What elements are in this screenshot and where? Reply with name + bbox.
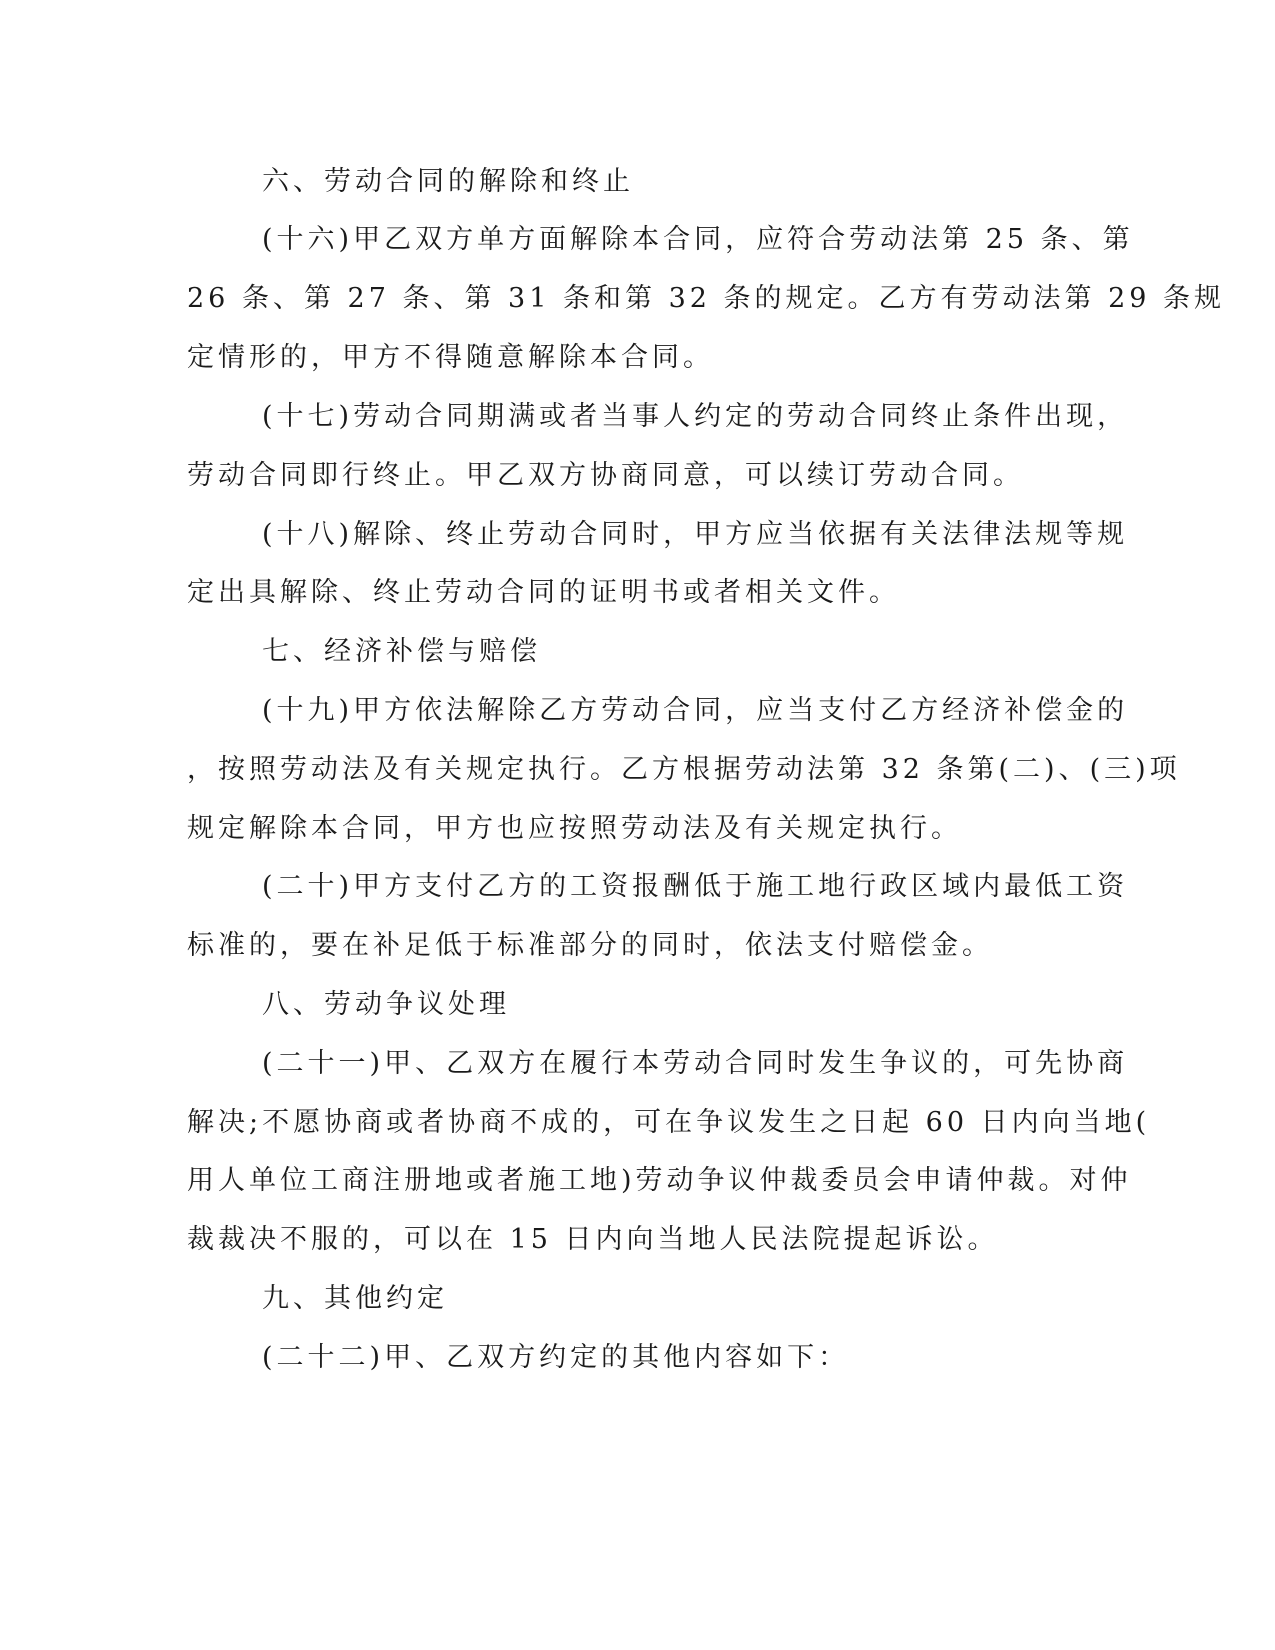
paragraph-line: (十八)解除、终止劳动合同时，甲方应当依据有关法律法规等规 — [262, 519, 1129, 550]
paragraph-line: (二十二)甲、乙双方约定的其他内容如下： — [262, 1342, 850, 1373]
paragraph-line: 规定解除本合同，甲方也应按照劳动法及有关规定执行。 — [187, 813, 962, 844]
paragraph-line: 裁裁决不服的，可以在 15 日内向当地人民法院提起诉讼。 — [187, 1224, 999, 1255]
paragraph-line: 定情形的，甲方不得随意解除本合同。 — [187, 342, 714, 373]
section-heading: 九、其他约定 — [262, 1283, 448, 1314]
section-heading: 六、劳动合同的解除和终止 — [262, 166, 634, 197]
paragraph-line: 定出具解除、终止劳动合同的证明书或者相关文件。 — [187, 577, 900, 608]
paragraph-line: (十七)劳动合同期满或者当事人约定的劳动合同终止条件出现， — [262, 401, 1129, 432]
paragraph-line: (十九)甲方依法解除乙方劳动合同，应当支付乙方经济补偿金的 — [262, 695, 1129, 726]
paragraph-line: 标准的，要在补足低于标准部分的同时，依法支付赔偿金。 — [187, 930, 993, 961]
section-heading: 七、经济补偿与赔偿 — [262, 636, 541, 667]
paragraph-line: 劳动合同即行终止。甲乙双方协商同意，可以续订劳动合同。 — [187, 460, 1024, 491]
paragraph-line: ，按照劳动法及有关规定执行。乙方根据劳动法第 32 条第(二)、(三)项 — [187, 754, 1181, 785]
paragraph-line: (二十一)甲、乙双方在履行本劳动合同时发生争议的，可先协商 — [262, 1048, 1129, 1079]
paragraph-line: 26 条、第 27 条、第 31 条和第 32 条的规定。乙方有劳动法第 29 条规 — [187, 283, 1226, 314]
paragraph-line: (二十)甲方支付乙方的工资报酬低于施工地行政区域内最低工资 — [262, 871, 1129, 902]
paragraph-line: (十六)甲乙双方单方面解除本合同，应符合劳动法第 25 条、第 — [262, 224, 1134, 255]
section-heading: 八、劳动争议处理 — [262, 989, 510, 1020]
paragraph-line: 用人单位工商注册地或者施工地)劳动争议仲裁委员会申请仲裁。对仲 — [187, 1165, 1132, 1196]
paragraph-line: 解决;不愿协商或者协商不成的，可在争议发生之日起 60 日内向当地( — [187, 1107, 1151, 1138]
